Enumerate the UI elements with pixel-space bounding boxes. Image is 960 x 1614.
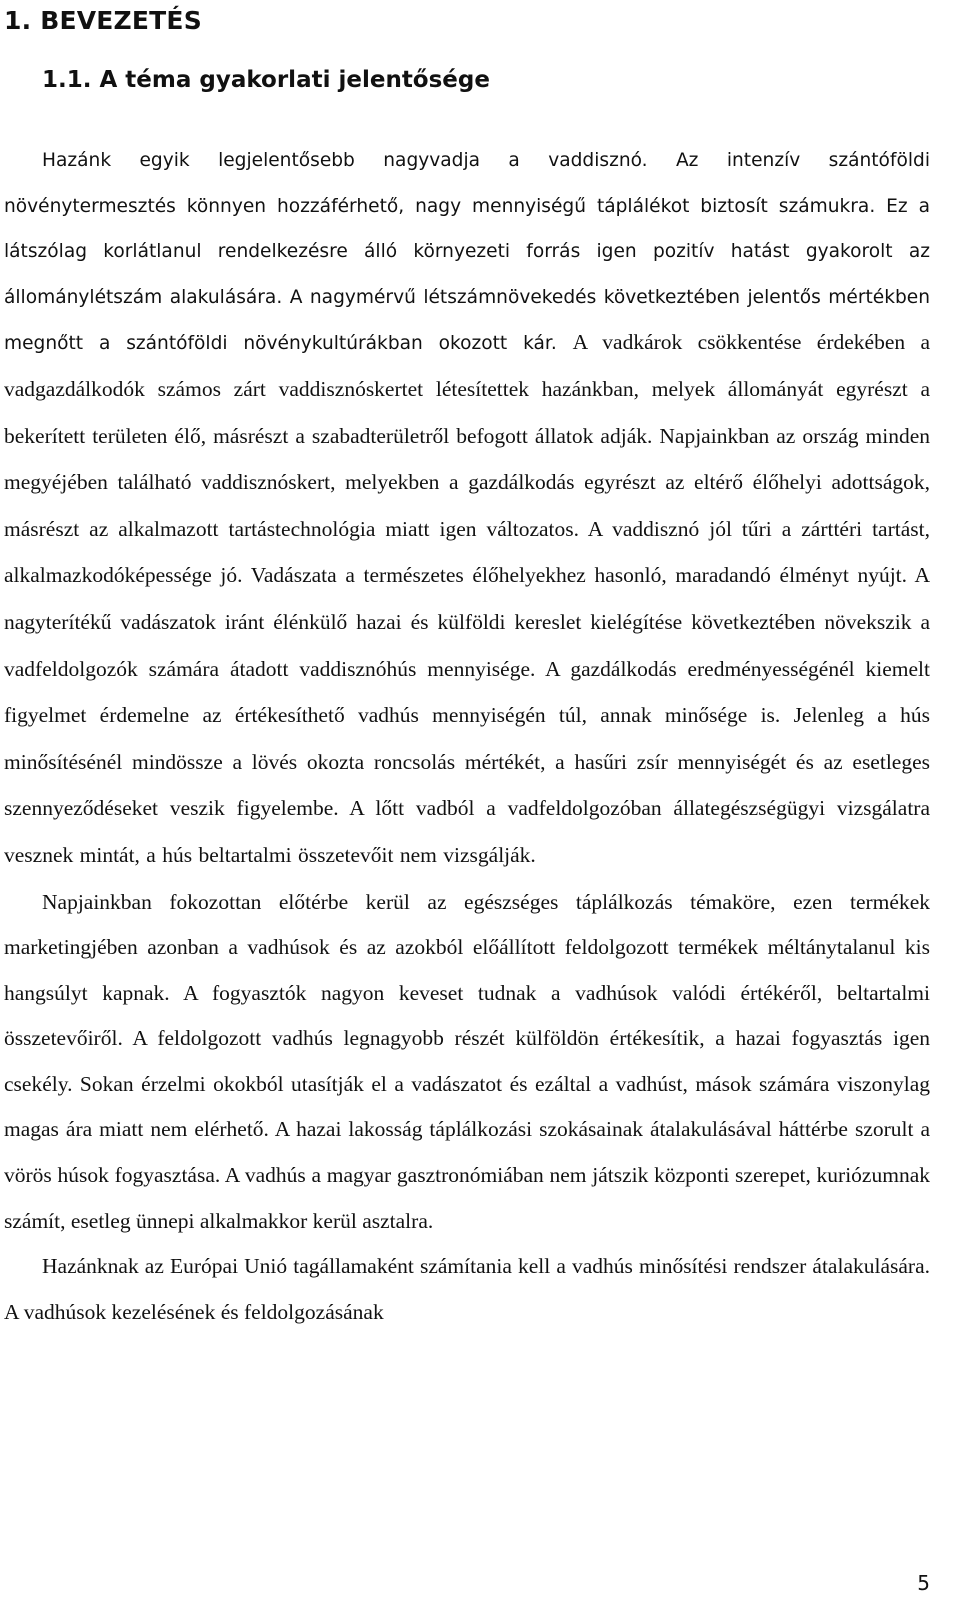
- paragraph-1-intro: Hazánk egyik legjelentősebb nagyvadja a vaddisznó. Az intenzív szántóföldi növénytermesztés könnyen hozzáférhető, nagy mennyiségű táplálékot biztosít számukra. Ez a látszólag korlátlanul rendelkezésre álló környezeti forrás igen pozitív hatást gyakorolt az állománylétszám alakulására. A nagymérvű létszámnövekedés következtében jelentős mértékben megnőtt a szántóföldi növénykultúrákban okozott kár.: [4, 150, 930, 355]
- paragraph-3: Hazánknak az Európai Unió tagállamaként számítania kell a vadhús minősítési rendszer átalakulására. A vadhúsok kezelésének és feldolgozásának: [4, 1254, 930, 1324]
- paragraph-1: [4, 138, 930, 880]
- chapter-heading: 1. BEVEZETÉS: [4, 6, 202, 35]
- page-number: 5: [917, 1571, 930, 1595]
- body-text: [4, 138, 930, 1335]
- paragraph-2: Napjainkban fokozottan előtérbe kerül az egészséges táplálkozás témaköre, ezen termékek marketingjében azonban a vadhúsok és az azokból előállított feldolgozott termékek méltánytalanul kis hangsúlyt kapnak. A fogyasztók nagyon keveset tudnak a vadhúsok valódi értékéről, beltartalmi összetevőiről. A feldolgozott vadhús legnagyobb részét külföldön értékesítik, a hazai fogyasztás igen csekély. Sokan érzelmi okokból utasítják el a vadászatot és ezáltal a vadhúst, mások számára viszonylag magas ára miatt nem elérhető. A hazai lakosság táplálkozási szokásainak átalakulásával háttérbe szorult a vörös húsok fogyasztása. A vadhús a magyar gasztronómiában nem játszik központi szerepet, kuriózumnak számít, esetleg ünnepi alkalmakkor kerül asztalra.: [4, 889, 930, 1233]
- section-heading: 1.1. A téma gyakorlati jelentősége: [42, 67, 490, 93]
- paragraph-1-continuation: A vadkárok csökkentése érdekében a vadgazdálkodók számos zárt vaddisznóskertet létesítettek hazánkban, melyek állományát egyrészt a bekerített területen élő, másrészt a szabadterületről befogott állatok adják. Napjainkban az ország minden megyéjében található vaddisznóskert, melyekben a gazdálkodás egyrészt az eltérő élőhelyi adottságok, másrészt az alkalmazott tartástechnológia miatt igen változatos. A vaddisznó jól tűri a zárttéri tartást, alkalmazkodóképessége jó. Vadászata a természetes élőhelyekhez hasonló, maradandó élményt nyújt. A nagyterítékű vadászatok iránt élénkülő hazai és külföldi kereslet kielégítése következtében növekszik a vadfeldolgozók számára átadott vaddisznóhús mennyisége. A gazdálkodás eredményességénél kiemelt figyelmet érdemelne az értékesíthető vadhús mennyiségén túl, annak minősége is. Jelenleg a hús minősítésénél mindössze a lövés okozta roncsolás mértékét, a hasűri zsír mennyiségét és az esetleges szennyeződéseket veszik figyelembe. A lőtt vadból a vadfeldolgozóban állategészségügyi vizsgálatra vesznek mintát, a hús beltartalmi összetevőit nem vizsgálják.: [4, 330, 930, 867]
